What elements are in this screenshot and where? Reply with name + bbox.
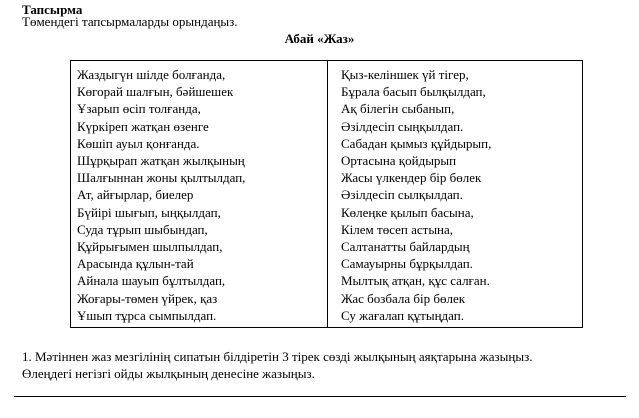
poem-line: Мылтық атқан, құс салған. [341,273,490,289]
poem-line: Ортасына қойдырып [341,153,457,169]
poem-table [70,60,583,328]
poem-line: Бүйірі шығып, ыңқылдап, [77,204,221,220]
poem-right-column [341,66,491,324]
poem-line: Ұшып тұрса сымпылдап. [77,307,217,323]
poem-line: Көшіп ауыл қонғанда. [77,135,200,151]
poem-line: Жас бозбала бір бөлек [341,290,466,306]
instruction-text: Төмендегі тапсырмаларды орындаңыз. [22,14,238,29]
poem-line: Сабадан қымыз құйдырып, [341,135,492,151]
poem-title: Абай «Жаз» [284,31,355,46]
poem-line: Су жағалап құтыңдап. [341,307,464,323]
bottom-rule [14,396,626,397]
poem-line: Әзілдесіп сыңқылдап. [341,118,464,134]
poem-line: Күркіреп жатқан өзенге [77,118,209,134]
poem-line: Бұрала басып былқылдап, [341,84,486,100]
poem-line: Суда тұрып шыбындап, [77,221,208,237]
poem-line: Жоғары-төмен үйрек, қаз [77,290,218,306]
poem-line: Айнала шауып бұлтылдап, [77,273,226,289]
poem-line: Ат, айғырлар, биелер [77,187,194,203]
poem-line: Көгорай шалғын, бәйшешек [77,84,234,100]
task-line-1: 1. Мәтіннен жаз мезгілінің сипатын білдіретін 3 тірек сөзді жылқының аяқтарына жазыңыз. [22,349,533,364]
task-heading: Тапсырма [22,2,83,17]
poem-line: Ақ білегін сыбанып, [341,101,455,117]
poem-line: Шұрқырап жатқан жылқының [77,153,245,169]
task-text [22,348,622,382]
poem-line: Жасы үлкендер бір бөлек [341,170,482,186]
poem-line: Ұзарып өсіп толғанда, [77,101,201,117]
poem-line: Самауырны бұрқылдап. [341,256,473,272]
task-line-2: Өлеңдегі негізгі ойды жылқының денесіне жазыңыз. [22,366,315,381]
poem-line: Шалғыннан жоны қылтылдап, [77,170,246,186]
poem-line: Қыз-келіншек үй тігер, [341,67,469,82]
poem-line: Кілем төсеп астына, [341,221,454,237]
poem-line: Арасында құлын-тай [77,256,194,272]
poem-line: Көлеңке қылып басына, [341,204,474,220]
poem-left-column [77,66,245,324]
poem-line: Салтанатты байлардың [341,239,470,255]
poem-line: Жаздыгүн шілде болғанда, [77,67,226,82]
column-divider [327,61,328,327]
poem-line: Құйрығымен шылпылдап, [77,239,223,255]
poem-line: Әзілдесіп сылқылдап. [341,187,463,203]
